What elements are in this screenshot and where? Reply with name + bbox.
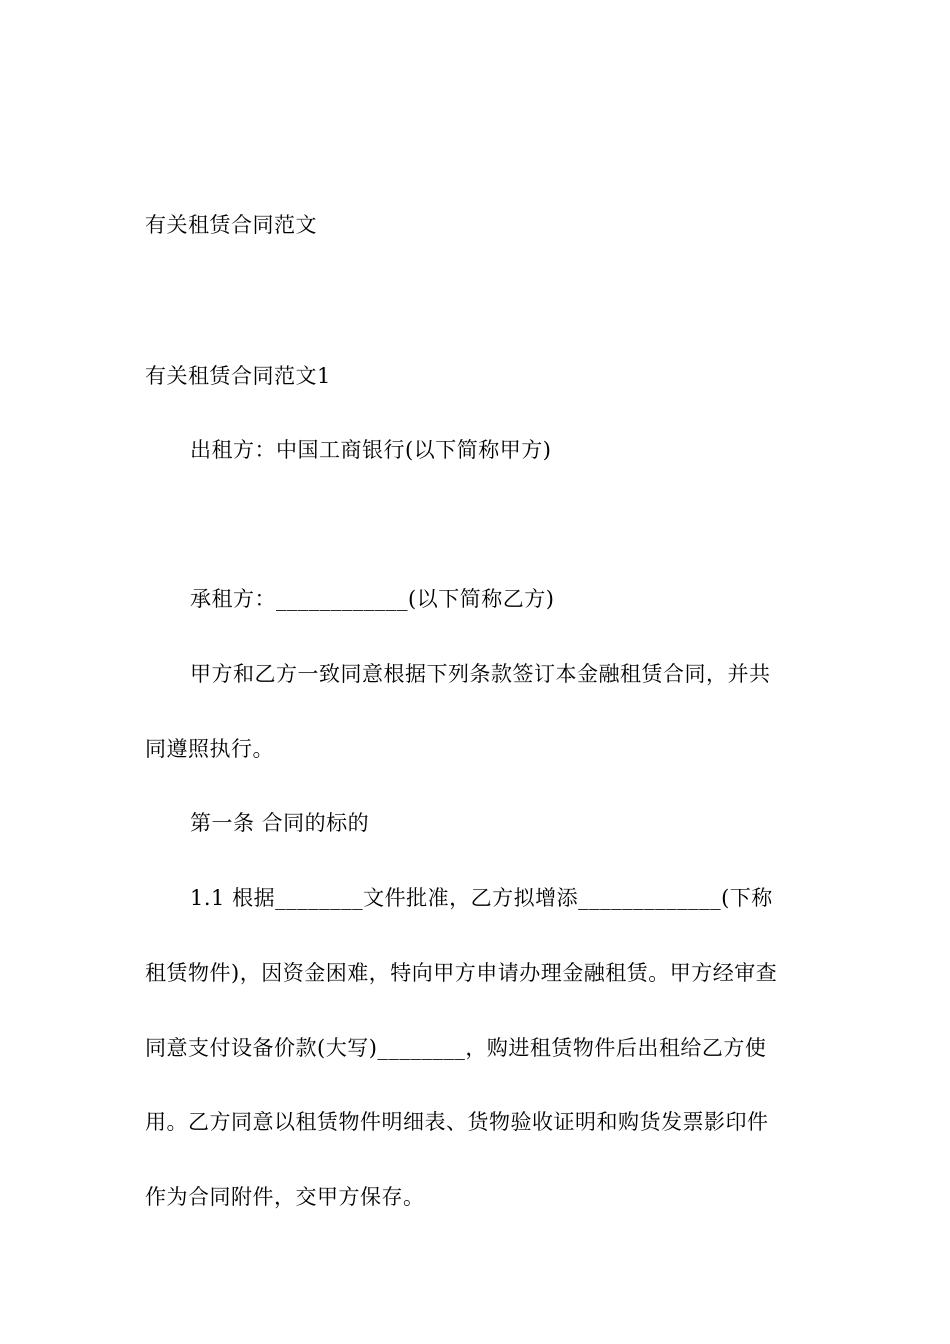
intro-line-1: 甲方和乙方一致同意根据下列条款签订本金融租赁合同，并共 — [190, 662, 771, 686]
lessee-line: 承租方：____________(以下简称乙方) — [190, 587, 555, 611]
clause-line-4: 用。乙方同意以租赁物件明细表、货物验收证明和购货发票影印件 — [145, 1110, 769, 1134]
document-title: 有关租赁合同范文 — [145, 213, 317, 237]
clause-line-1: 1.1 根据________文件批准，乙方拟增添_____________(下称 — [190, 886, 773, 910]
intro-line-2: 同遵照执行。 — [145, 737, 274, 761]
clause-line-3: 同意支付设备价款(大写)________，购进租赁物件后出租给乙方使 — [145, 1036, 767, 1060]
document-subtitle: 有关租赁合同范文1 — [145, 364, 331, 388]
clause-line-5: 作为合同附件，交甲方保存。 — [145, 1185, 425, 1209]
clause-line-2: 租赁物件)，因资金困难，特向甲方申请办理金融租赁。甲方经审查 — [145, 961, 778, 985]
lessor-line: 出租方：中国工商银行(以下简称甲方) — [190, 438, 552, 462]
article-heading: 第一条 合同的标的 — [190, 811, 370, 835]
